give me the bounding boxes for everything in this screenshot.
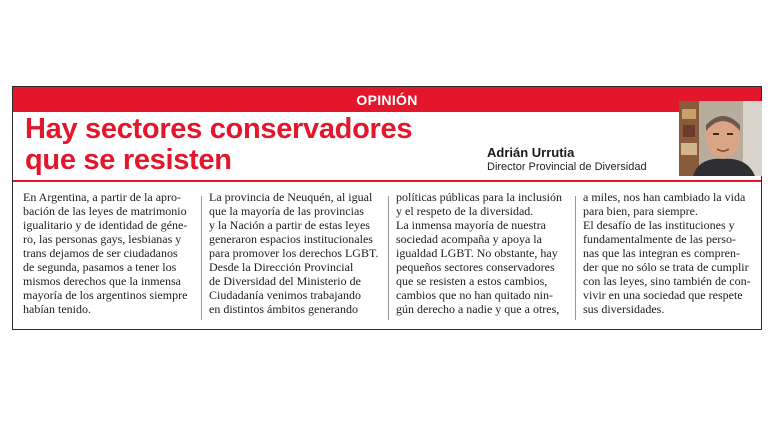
body-line: cambios que no han quitado nin- — [396, 288, 553, 302]
body-line: de Diversidad del Ministerio de — [209, 274, 361, 288]
body-line: en distintos ámbitos generando — [209, 302, 358, 316]
body-line: con las leyes, sino también de con- — [583, 274, 751, 288]
header-divider — [13, 180, 761, 182]
body-line: habían tenido. — [23, 302, 91, 316]
body-line: mismos derechos que la inmensa — [23, 274, 181, 288]
column-rule — [388, 196, 389, 320]
body-line: gún derecho a nadie y que a otres, — [396, 302, 560, 316]
body-line: para promover los derechos LGBT. — [209, 246, 379, 260]
body-line: Ciudadanía venimos trabajando — [209, 288, 361, 302]
section-label: OPINIÓN — [356, 91, 418, 108]
body-line: der que no sólo se trata de cumplir — [583, 260, 749, 274]
article-column-3 — [396, 190, 568, 316]
body-line: mayoría de los argentinos siempre — [23, 288, 188, 302]
body-line: a miles, nos han cambiado la vida — [583, 190, 746, 204]
section-bar — [13, 87, 761, 112]
body-line: y la Nación a partir de estas leyes — [209, 218, 370, 232]
body-line: que la mayoría de las provincias — [209, 204, 364, 218]
column-rule — [201, 196, 202, 320]
author-photo — [679, 101, 762, 176]
body-line: fundamentalmente de las perso- — [583, 232, 736, 246]
body-line: nas que las integran es compren- — [583, 246, 740, 260]
body-line: que se resisten a estos cambios, — [396, 274, 548, 288]
author-portrait-icon — [679, 101, 762, 176]
body-line: políticas públicas para la inclusión — [396, 190, 562, 204]
column-rule — [575, 196, 576, 320]
body-line: sus diversidades. — [583, 302, 665, 316]
author-name: Adrián Urrutia — [487, 145, 575, 160]
body-line: pequeños sectores conservadores — [396, 260, 555, 274]
body-line: trans dejamos de ser ciudadanos — [23, 246, 178, 260]
body-line: Desde la Dirección Provincial — [209, 260, 354, 274]
opinion-article — [12, 86, 762, 330]
body-line: La inmensa mayoría de nuestra — [396, 218, 546, 232]
body-line: sociedad acompaña y apoya la — [396, 232, 542, 246]
body-line: bación de las leyes de matrimonio — [23, 204, 187, 218]
body-line: El desafío de las instituciones y — [583, 218, 735, 232]
headline-line-1: Hay sectores conservadores — [25, 113, 413, 145]
headline — [25, 114, 465, 176]
body-line: La provincia de Neuquén, al igual — [209, 190, 373, 204]
article-body — [13, 190, 761, 320]
body-line: y el respeto de la diversidad. — [396, 204, 534, 218]
body-line: de segunda, pasamos a tener los — [23, 260, 177, 274]
article-column-4 — [583, 190, 755, 316]
headline-line-2: que se resisten — [25, 144, 232, 176]
article-column-2 — [209, 190, 381, 316]
body-line: igualdad LGBT. No obstante, hay — [396, 246, 558, 260]
body-line: En Argentina, a partir de la apro- — [23, 190, 182, 204]
body-line: para bien, para siempre. — [583, 204, 698, 218]
author-role: Director Provincial de Diversidad — [487, 161, 647, 173]
body-line: ro, las personas gays, lesbianas y — [23, 232, 182, 246]
body-line: igualitario y de identidad de géne- — [23, 218, 188, 232]
body-line: vivir en una sociedad que respete — [583, 288, 743, 302]
body-line: generaron espacios institucionales — [209, 232, 373, 246]
author-byline — [487, 145, 682, 174]
article-column-1 — [23, 190, 195, 316]
